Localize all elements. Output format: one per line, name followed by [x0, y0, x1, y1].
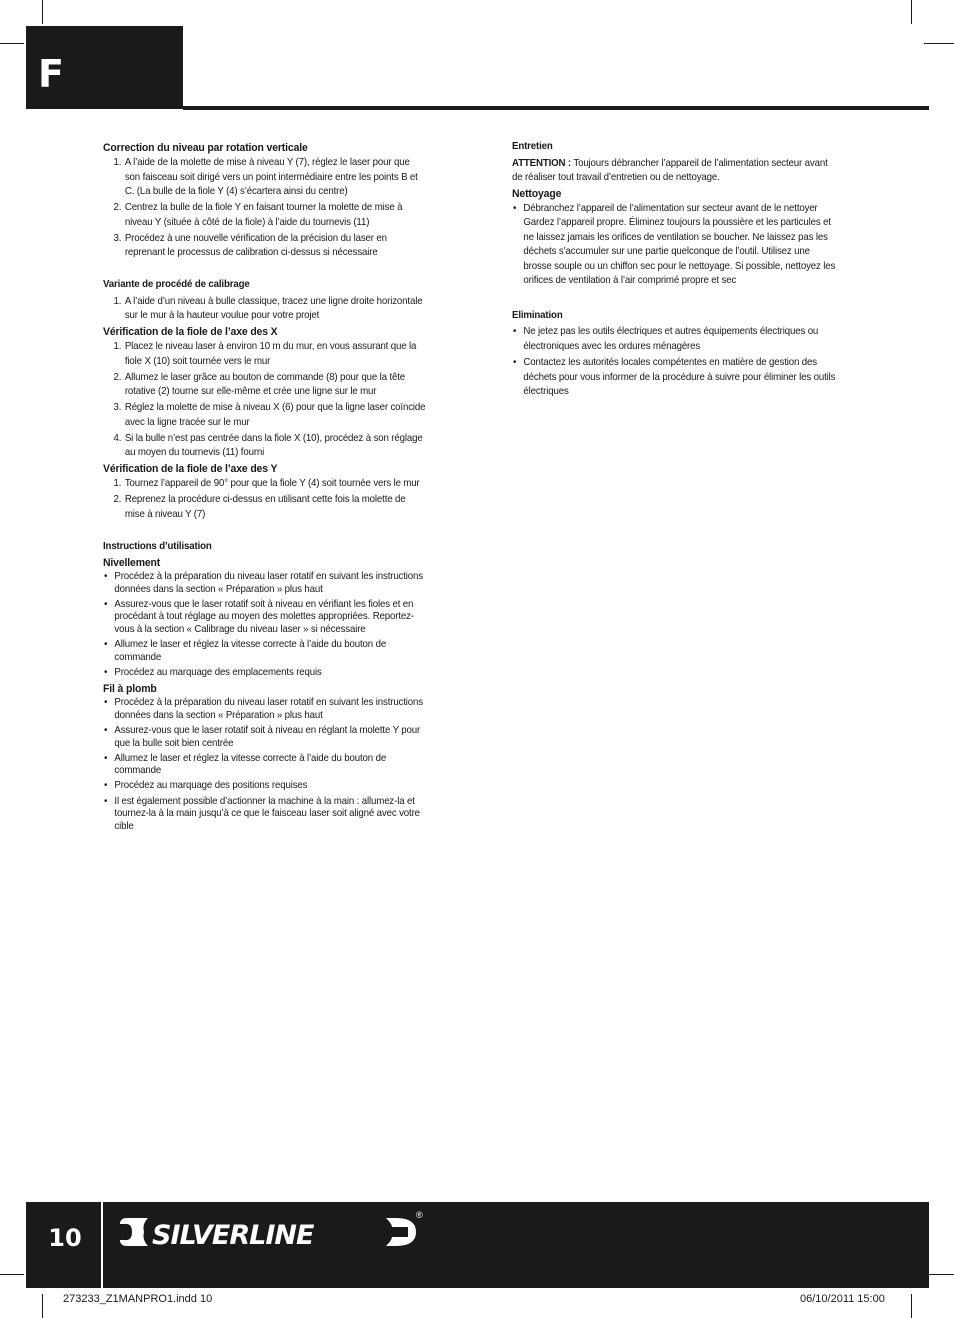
bullet-list [103, 697, 443, 833]
list-item: 4. Si la bulle n’est pas centrée dans la fiole X (10), procédez à son réglage au moyen du tournevis (11) fourni [113, 432, 423, 458]
numbered-list [103, 340, 443, 461]
right-column [512, 140, 857, 402]
list-item: 1. Tournez l’appareil de 90° pour que la fiole Y (4) soit tournée vers le mur [113, 478, 420, 489]
list-item: • Assurez-vous que le laser rotatif soit à niveau en réglant la molette Y pour que la bulle soit bien centrée [103, 725, 426, 750]
crop-mark [42, 0, 43, 24]
list-item: • Contactez les autorités locales compétentes en matière de gestion des déchets pour vous informer de la procédure à suivre pour éliminer les outils électriques [512, 356, 840, 400]
list-item: 1. A l’aide d’un niveau à bulle classique, tracez une ligne droite horizontale sur le mur à la hauteur voulue pour votre projet [113, 295, 423, 321]
registered-mark: ® [416, 1210, 423, 1220]
section-subtitle: Correction du niveau par rotation verticale [103, 142, 308, 154]
list-item: 1. A l’aide de la molette de mise à niveau Y (7), réglez le laser pour que son faisceau soit dirigé vers un point intermédiaire entre les points B et C. (La bulle de la fiole Y (4) s’écartera ainsi du centre) [113, 157, 418, 197]
crop-mark [911, 1294, 912, 1318]
attention-text: Toujours débrancher l’appareil de l’alimentation secteur avant de réaliser tout travail d’entretien ou de nettoyage. [512, 157, 828, 183]
left-column [103, 140, 443, 836]
section-subtitle: Nivellement [103, 557, 161, 569]
section-heading: Entretien [512, 141, 553, 152]
crop-mark [42, 1294, 43, 1318]
page-number: 10 [48, 1224, 82, 1252]
attention-label: ATTENTION : [512, 157, 572, 169]
section-heading: Variante de procédé de calibrage [103, 279, 250, 290]
list-item: • Procédez au marquage des positions requises [103, 780, 426, 793]
language-letter: F [38, 52, 64, 96]
bullet-list [512, 202, 857, 289]
silverline-logo [118, 1210, 418, 1263]
list-item: 2. Allumez le laser grâce au bouton de commande (8) pour que la tête rotative (2) tourne sur elle-même et crée une ligne sur le mur [113, 371, 406, 397]
numbered-list [103, 156, 443, 261]
section-heading: Instructions d’utilisation [103, 540, 212, 552]
list-item: • Ne jetez pas les outils électriques et autres équipements électriques ou électroniques avec les ordures ménagères [512, 325, 840, 354]
list-item: 3. Réglez la molette de mise à niveau X (6) pour que la ligne laser coïncide avec la ligne tracée sur le mur [113, 402, 426, 428]
file-slug: 273233_Z1MANPRO1.indd 10 [63, 1293, 213, 1305]
numbered-list [103, 295, 443, 324]
list-item: 3. Procédez à une nouvelle vérification de la précision du laser en reprenant le processus de calibration ci-dessus si nécessaire [113, 232, 387, 258]
bullet-list [103, 571, 443, 680]
section-subtitle: Fil à plomb [103, 683, 157, 696]
crop-mark [0, 1274, 24, 1275]
footer-divider [101, 1202, 103, 1288]
crop-mark [0, 43, 24, 44]
crop-mark [911, 0, 912, 24]
header-rule [183, 106, 929, 110]
list-item: • Allumez le laser et réglez la vitesse correcte à l’aide du bouton de commande [103, 639, 426, 664]
section-subtitle: Vérification de la fiole de l’axe des Y [103, 463, 278, 475]
list-item: • Débranchez l’appareil de l’alimentation sur secteur avant de le nettoyer Gardez l’appareil propre. Éliminez toujours la poussière et les particules et ne laissez jamais les orifices de ventilation se boucher. Ne laissez pas les déchets s’accumuler sur une partie quelconque de l’outil. Utilisez une brosse souple ou un chiffon sec pour le nettoyage. Si possible, nettoyez les orifices de ventilation à l’air comprimé propre et sec [512, 202, 840, 289]
section-subtitle: Vérification de la fiole de l’axe des X [103, 326, 278, 338]
crop-mark [924, 43, 954, 44]
bullet-list [512, 325, 857, 400]
list-item: 1. Placez le niveau laser à environ 10 m du mur, en vous assurant que la fiole X (10) soit tournée vers le mur [113, 341, 417, 367]
list-item: • Assurez-vous que le laser rotatif soit à niveau en vérifiant les fioles et en procédant à tout réglage au moyen des molettes appropriées. Reportez-vous à la section « Calibrage du niveau laser » si nécessaire [103, 599, 426, 637]
svg-text:SILVERLINE: SILVERLINE [152, 1220, 314, 1251]
section-heading: Elimination [512, 309, 563, 321]
numbered-list [103, 477, 443, 522]
list-item: • Procédez au marquage des emplacements requis [103, 667, 426, 680]
list-item: • Il est également possible d’actionner la machine à la main : allumez-la et tournez-la à la main jusqu’à ce que le faisceau laser soit aligné avec votre cible [103, 796, 426, 834]
list-item: • Procédez à la préparation du niveau laser rotatif en suivant les instructions données dans la section « Préparation » plus haut [103, 697, 426, 722]
language-tab [26, 26, 183, 109]
date-slug: 06/10/2011 15:00 [800, 1293, 885, 1305]
attention-paragraph [512, 157, 840, 186]
list-item: • Procédez à la préparation du niveau laser rotatif en suivant les instructions données dans la section « Préparation » plus haut [103, 571, 426, 596]
list-item: 2. Centrez la bulle de la fiole Y en faisant tourner la molette de mise à niveau Y (située à côté de la fiole) à l’aide du tournevis (11) [113, 202, 403, 228]
section-subtitle: Nettoyage [512, 187, 562, 200]
list-item: 2. Reprenez la procédure ci-dessus en utilisant cette fois la molette de mise à niveau Y (7) [113, 494, 406, 520]
list-item: • Allumez le laser et réglez la vitesse correcte à l’aide du bouton de commande [103, 753, 426, 778]
